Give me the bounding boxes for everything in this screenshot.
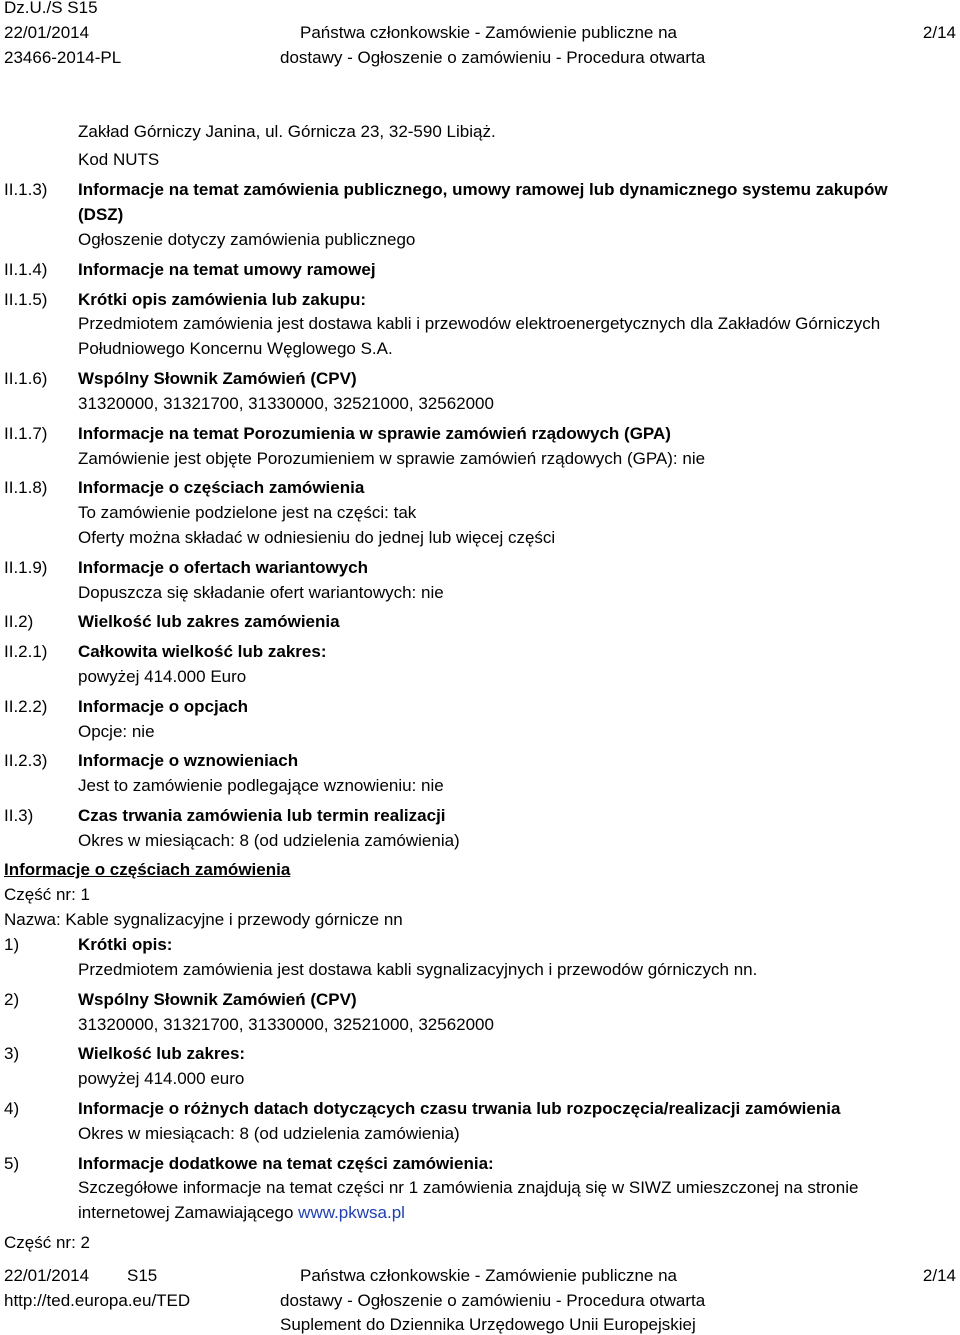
item-number: 2) — [4, 990, 20, 1009]
footer-title-line1: Państwa członkowskie - Zamówienie publiczne na — [300, 1266, 678, 1285]
section-number: II.2.1) — [4, 642, 48, 661]
section-heading: Całkowita wielkość lub zakres: — [78, 642, 327, 661]
section-heading: Informacje o częściach zamówienia — [78, 478, 365, 497]
section-number: II.1.3) — [4, 180, 48, 199]
item-text-prefix: internetowej Zamawiającego — [78, 1203, 299, 1222]
section-text: Zamówienie jest objęte Porozumieniem w sprawie zamówień rządowych (GPA): nie — [78, 449, 706, 468]
item-heading: Wielkość lub zakres: — [78, 1044, 246, 1063]
section-text: Dopuszcza się składanie ofert wariantowych: nie — [78, 583, 444, 602]
footer-title-line2: dostawy - Ogłoszenie o zamówieniu - Procedura otwarta — [280, 1291, 706, 1310]
footer-journal: S15 — [127, 1266, 158, 1285]
section-number: II.2.3) — [4, 751, 48, 770]
section-heading: Czas trwania zamówienia lub termin realizacji — [78, 806, 446, 825]
part-label: Część nr: 2 — [4, 1233, 90, 1252]
footer-title-line3: Suplement do Dziennika Urzędowego Unii Europejskiej — [280, 1315, 696, 1334]
item-text-cont — [78, 1202, 405, 1223]
section-number: II.1.4) — [4, 260, 48, 279]
header-page-number: 2/14 — [922, 23, 956, 42]
section-number: II.1.7) — [4, 424, 48, 443]
journal-ref: Dz.U./S S15 — [4, 0, 98, 17]
section-text: Opcje: nie — [78, 722, 155, 741]
item-heading: Informacje o różnych datach dotyczących czasu trwania lub rozpoczęcia/realizacji zamówienia — [78, 1099, 841, 1118]
section-heading: Informacje na temat umowy ramowej — [78, 260, 376, 279]
part-name: Nazwa: Kable sygnalizacyjne i przewody górnicze nn — [4, 910, 403, 929]
section-text: Jest to zamówienie podlegające wznowieniu: nie — [78, 776, 444, 795]
section-text: Przedmiotem zamówienia jest dostawa kabli i przewodów elektroenergetycznych dla Zakładów Górniczych — [78, 314, 881, 333]
section-text-cont: Oferty można składać w odniesieniu do jednej lub więcej części — [78, 528, 556, 547]
item-number: 3) — [4, 1044, 20, 1063]
item-text: Przedmiotem zamówienia jest dostawa kabli sygnalizacyjnych i przewodów górniczych nn. — [78, 960, 758, 979]
website-link[interactable]: www.pkwsa.pl — [298, 1203, 405, 1222]
item-number: 4) — [4, 1099, 20, 1118]
item-heading: Krótki opis: — [78, 935, 173, 954]
section-heading: Wielkość lub zakres zamówienia — [78, 612, 340, 631]
header-title-line1: Państwa członkowskie - Zamówienie publiczne na — [300, 23, 678, 42]
section-number: II.3) — [4, 806, 34, 825]
item-number: 1) — [4, 935, 20, 954]
item-heading: Wspólny Słownik Zamówień (CPV) — [78, 990, 357, 1009]
section-number: II.1.9) — [4, 558, 48, 577]
address-line: Zakład Górniczy Janina, ul. Górnicza 23, 32-590 Libiąż. — [78, 122, 496, 141]
section-heading: Informacje o wznowieniach — [78, 751, 299, 770]
section-text-cont: Południowego Koncernu Węglowego S.A. — [78, 339, 393, 358]
cpv-codes: 31320000, 31321700, 31330000, 32521000, 32562000 — [78, 1015, 494, 1034]
section-heading: Krótki opis zamówienia lub zakupu: — [78, 290, 367, 309]
section-heading: Informacje o opcjach — [78, 697, 249, 716]
section-number: II.2.2) — [4, 697, 48, 716]
section-text: Okres w miesiącach: 8 (od udzielenia zamówienia) — [78, 831, 460, 850]
doc-id: 23466-2014-PL — [4, 48, 122, 67]
cpv-codes: 31320000, 31321700, 31330000, 32521000, 32562000 — [78, 394, 494, 413]
item-text: powyżej 414.000 euro — [78, 1069, 245, 1088]
item-text: Szczegółowe informacje na temat części nr 1 zamówienia znajdują się w SIWZ umieszczonej na stronie — [78, 1178, 859, 1197]
section-heading: Informacje na temat Porozumienia w sprawie zamówień rządowych (GPA) — [78, 424, 671, 443]
section-number: II.1.5) — [4, 290, 48, 309]
section-text: Ogłoszenie dotyczy zamówienia publicznego — [78, 230, 416, 249]
section-heading: Informacje o ofertach wariantowych — [78, 558, 369, 577]
item-text: Okres w miesiącach: 8 (od udzielenia zamówienia) — [78, 1124, 460, 1143]
section-heading: Wspólny Słownik Zamówień (CPV) — [78, 369, 357, 388]
section-text: powyżej 414.000 Euro — [78, 667, 247, 686]
footer-page-number: 2/14 — [922, 1266, 956, 1285]
nuts-code: Kod NUTS — [78, 150, 160, 169]
item-number: 5) — [4, 1154, 20, 1173]
section-number: II.2) — [4, 612, 34, 631]
section-heading-cont: (DSZ) — [78, 205, 124, 224]
parts-heading: Informacje o częściach zamówienia — [4, 860, 291, 879]
section-number: II.1.8) — [4, 478, 48, 497]
header-date: 22/01/2014 — [4, 23, 90, 42]
section-number: II.1.6) — [4, 369, 48, 388]
item-heading: Informacje dodatkowe na temat części zamówienia: — [78, 1154, 494, 1173]
section-text: To zamówienie podzielone jest na części: tak — [78, 503, 417, 522]
section-heading: Informacje na temat zamówienia publicznego, umowy ramowej lub dynamicznego systemu zakupów — [78, 180, 888, 199]
footer-url: http://ted.europa.eu/TED — [4, 1291, 191, 1310]
header-title-line2: dostawy - Ogłoszenie o zamówieniu - Procedura otwarta — [280, 48, 706, 67]
footer-date: 22/01/2014 — [4, 1266, 90, 1285]
part-label: Część nr: 1 — [4, 885, 90, 904]
